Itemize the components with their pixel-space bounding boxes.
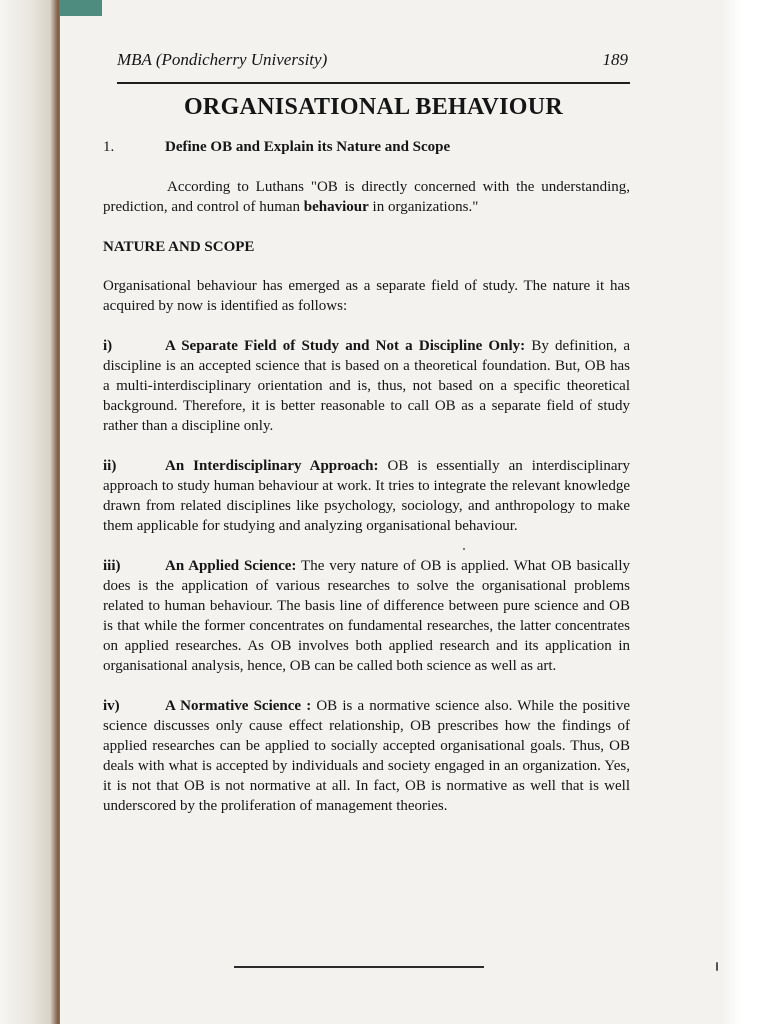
item-body: OB is a normative science also. While the positive science discusses only cause effect relationship, OB prescribes how the findings of applied researches can be applied to socially accepted organisational goals. Thus, OB deals with what is accepted by individuals and society engaged in an organization. Yes, it is not that OB is not normative at all. In fact, OB is normative as well that is well underscored by the proliferation of management theories. <box>103 698 630 814</box>
binding-tape <box>60 0 102 16</box>
question-heading <box>103 139 630 161</box>
page-content <box>103 40 630 816</box>
scan-speck <box>463 548 465 550</box>
page-title: ORGANISATIONAL BEHAVIOUR <box>183 94 564 120</box>
page-number: 189 <box>602 50 628 69</box>
intro-paragraph: Organisational behaviour has emerged as a separate field of study. The nature it has acquired by now is identified as follows: <box>103 278 630 314</box>
item-label: ii) <box>103 458 117 474</box>
item-title: A Normative Science : <box>165 698 312 714</box>
item-title: An Interdisciplinary Approach: <box>165 458 379 474</box>
question-number: 1. <box>103 139 115 155</box>
list-item <box>103 336 630 436</box>
page-margin <box>722 0 768 1024</box>
question-text: Define OB and Explain its Nature and Scope <box>165 139 451 155</box>
list-item <box>103 556 630 676</box>
item-label: i) <box>103 338 113 354</box>
definition-paragraph <box>103 177 630 217</box>
book-binding <box>0 0 60 1024</box>
item-label: iii) <box>103 558 121 574</box>
list-item <box>103 456 630 536</box>
item-title: An Applied Science: <box>165 558 297 574</box>
quote-emphasis: behaviour <box>303 199 369 215</box>
item-body: The very nature of OB is applied. What OB basically does is the application of various researches to solve the organisational problems related to human behaviour. The basis line of difference between pure science and OB is that while the former concentrates on fundamental researches, the latter concentrates on applied researches. As OB involves both applied research and its application in organisational analysis, hence, OB can be called both science as well as art. <box>103 558 630 674</box>
item-body: By definition, a discipline is an accepted science that is based on a theoretical foundation. But, OB has a multi-interdisciplinary orientation and is, thus, not based on a specific theoretical background. Therefore, it is better reasonable to call OB as a separate field of study rather than a discipline only. <box>103 338 630 434</box>
scan-speck <box>716 962 718 971</box>
running-head-title: MBA (Pondicherry University) <box>117 50 328 69</box>
item-title: A Separate Field of Study and Not a Discipline Only: <box>165 338 526 354</box>
item-label: iv) <box>103 698 120 714</box>
item-body: OB is essentially an interdisciplinary approach to study human behaviour at work. It tries to integrate the relevant knowledge drawn from related disciplines like psychology, sociology, and anthropology to make them applicable for studying and analyzing organisational behaviour. <box>103 458 630 534</box>
quote-text: According to Luthans "OB is directly concerned with the understanding, prediction, and control of human <box>103 179 630 215</box>
footer-rule <box>234 966 484 968</box>
running-head <box>103 40 630 70</box>
section-heading: NATURE AND SCOPE <box>103 239 255 255</box>
list-item <box>103 696 630 816</box>
header-rule <box>117 82 630 84</box>
quote-text-end: in organizations." <box>368 199 479 215</box>
